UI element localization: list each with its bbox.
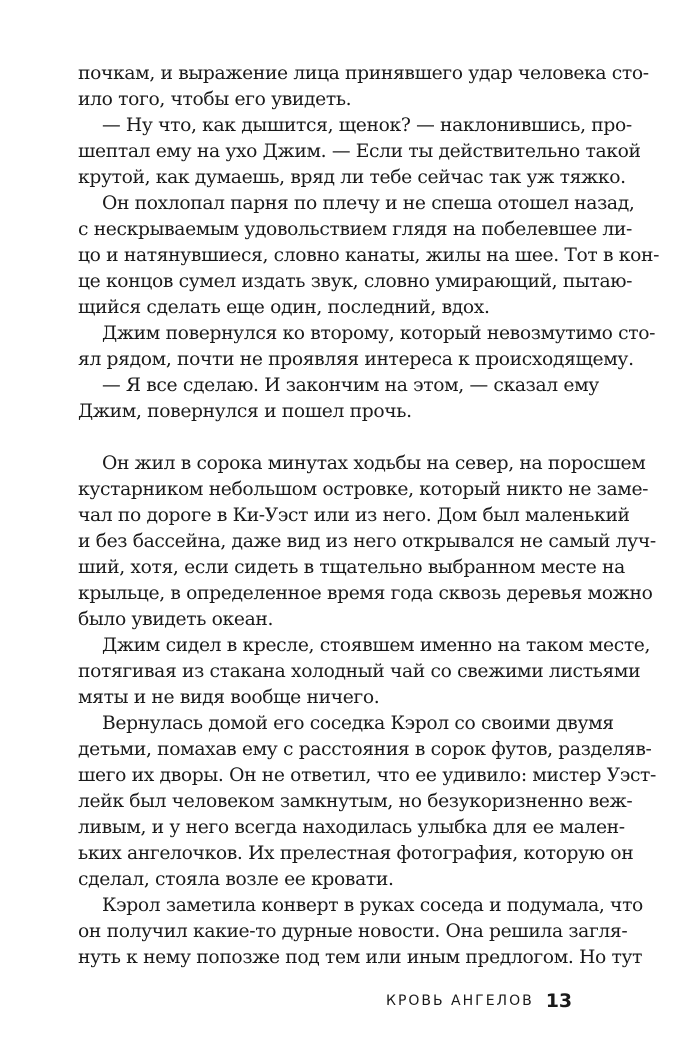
text-line: ьких ангелочков. Их прелестная фотография, которую он	[78, 843, 634, 864]
text-line: чал по дороге в Ки-Уэст или из него. Дом был маленький	[78, 505, 630, 526]
text-line: — Я все сделаю. И закончим на этом, — сказал ему	[102, 375, 599, 396]
text-line: — Ну что, как дышится, щенок? — наклонившись, про-	[102, 115, 632, 136]
text-line: Вернулась домой его соседка Кэрол со своими двумя	[102, 713, 614, 734]
text-line: почкам, и выражение лица принявшего удар человека сто-	[78, 63, 649, 84]
text-line: Он похлопал парня по плечу и не спеша отошел назад,	[102, 193, 635, 214]
text-line: ило того, чтобы его увидеть.	[78, 89, 352, 110]
text-line: це концов сумел издать звук, словно умирающий, пытаю-	[78, 271, 633, 292]
text-line: шептал ему на ухо Джим. — Если ты действительно такой	[78, 141, 641, 162]
text-line: детьми, помахав ему с расстояния в сорок футов, разделяв-	[78, 739, 652, 760]
text-line: лейк был человеком замкнутым, но безукоризненно веж-	[78, 791, 633, 812]
text-line: потягивая из стакана холодный чай со свежими листьями	[78, 661, 641, 682]
text-line: крыльце, в определенное время года сквозь деревья можно	[78, 583, 653, 604]
text-line: нуть к нему попозже под тем или иным предлогом. Но тут	[78, 947, 643, 968]
text-line: Джим, повернулся и пошел прочь.	[78, 401, 412, 422]
text-line: щийся сделать еще один, последний, вдох.	[78, 297, 490, 318]
text-line: ял рядом, почти не проявляя интереса к происходящему.	[78, 349, 634, 370]
text-line: он получил какие-то дурные новости. Она решила загля-	[78, 921, 628, 942]
text-line: Кэрол заметила конверт в руках соседа и подумала, что	[102, 895, 643, 916]
page-footer	[386, 988, 572, 1014]
text-line: Джим сидел в кресле, стоявшем именно на таком месте,	[102, 635, 651, 656]
text-line: сделал, стояла возле ее кровати.	[78, 869, 394, 890]
text-line: было увидеть океан.	[78, 609, 274, 630]
running-title: КРОВЬ АНГЕЛОВ	[386, 993, 534, 1009]
text-line: Джим повернулся ко второму, который невозмутимо сто-	[102, 323, 656, 344]
text-line: шего их дворы. Он не ответил, что ее удивило: мистер Уэст-	[78, 765, 657, 786]
text-line: Он жил в сорока минутах ходьбы на север, на поросшем	[102, 453, 646, 474]
text-line: цо и натянувшиеся, словно канаты, жилы на шее. Тот в кон-	[78, 245, 660, 266]
text-line: с нескрываемым удовольствием глядя на побелевшее ли-	[78, 219, 632, 240]
text-line: и без бассейна, даже вид из него открывался не самый луч-	[78, 531, 656, 552]
text-line: ший, хотя, если сидеть в тщательно выбранном месте на	[78, 557, 625, 578]
text-line: крутой, как думаешь, вряд ли тебе сейчас так уж тяжко.	[78, 167, 626, 188]
text-line: мяты и не видя вообще ничего.	[78, 687, 380, 708]
text-line: кустарником небольшом островке, который никто не заме-	[78, 479, 649, 500]
text-line: ливым, и у него всегда находилась улыбка для ее мален-	[78, 817, 625, 838]
page-number: 13	[545, 990, 573, 1012]
